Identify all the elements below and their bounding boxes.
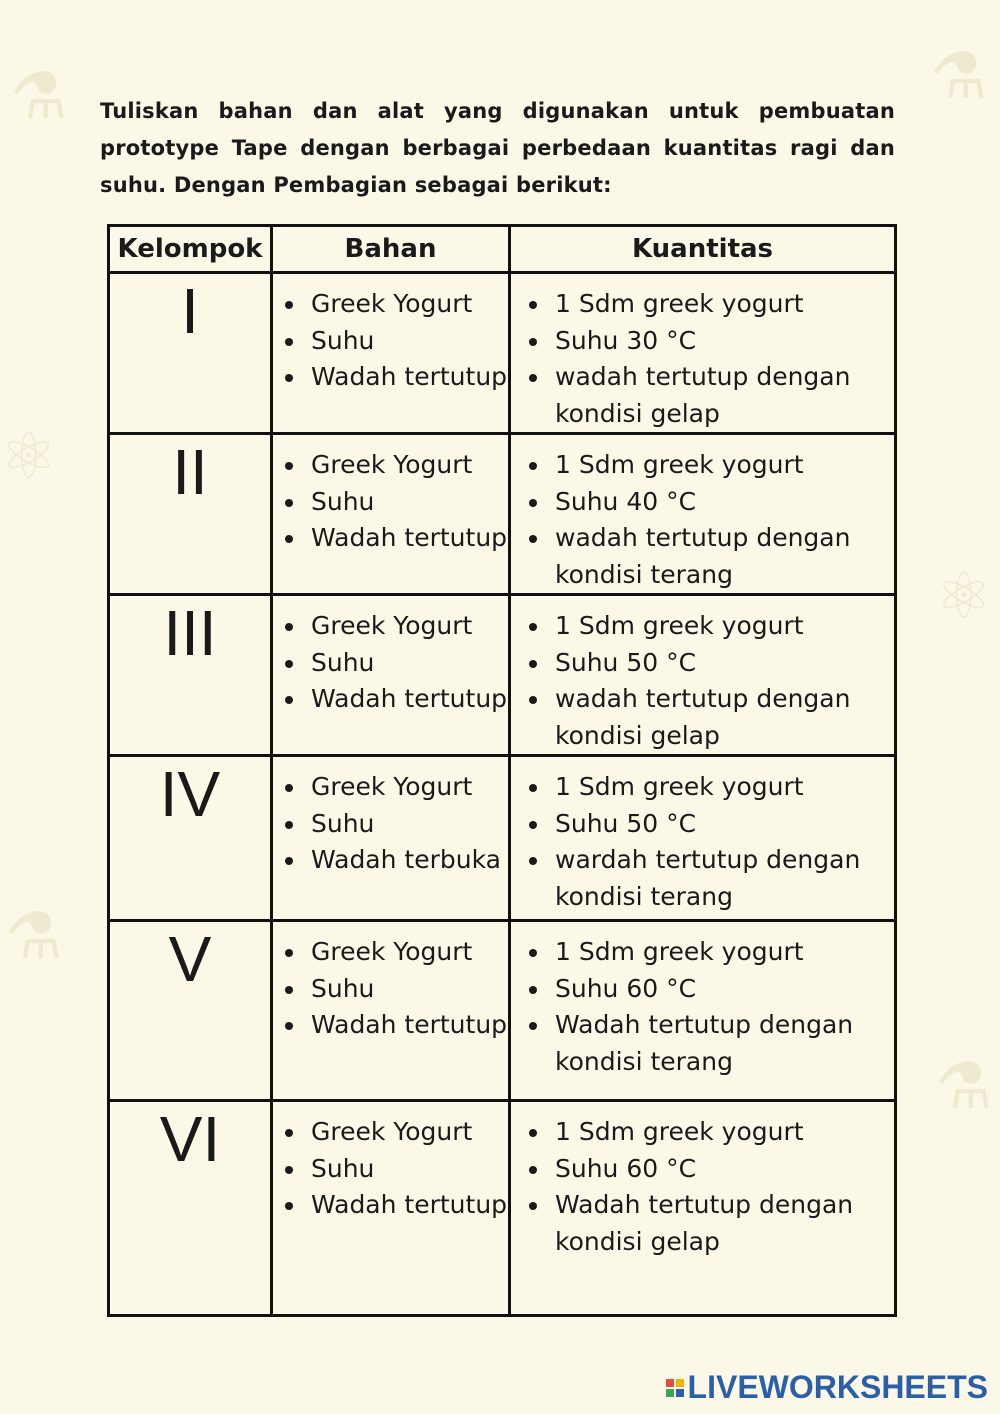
kelompok-cell: I [109,273,272,434]
bahan-list [273,1114,508,1224]
bahan-list-item: • Suhu [307,484,508,521]
bahan-list [273,447,508,557]
header-bahan: Bahan [272,226,510,273]
liveworksheets-logo [666,1369,988,1406]
bahan-list-item: • Wadah terbuka [307,842,508,879]
kuantitas-cell [510,273,896,434]
table-row [109,595,896,756]
kuantitas-list-item: • wadah tertutup dengan kondisi gelap [551,359,886,432]
bahan-list-item: • Greek Yogurt [307,286,508,323]
bahan-list-item: • Suhu [307,971,508,1008]
kuantitas-list [511,1114,894,1260]
background-test-tube-icon: ⚗ [5,900,63,974]
bahan-cell [272,434,510,595]
bahan-list [273,769,508,879]
bahan-list-item: • Wadah tertutup [307,1187,508,1224]
header-kelompok: Kelompok [109,226,272,273]
bahan-list-item: • Greek Yogurt [307,447,508,484]
kuantitas-list-item: • 1 Sdm greek yogurt [551,934,886,971]
bahan-list-item: • Wadah tertutup [307,359,508,396]
kuantitas-list-item: • wadah tertutup dengan kondisi gelap [551,681,886,754]
kuantitas-list [511,608,894,754]
kelompok-cell: IV [109,756,272,921]
logo-square [676,1389,684,1397]
worksheet-table [107,224,897,1317]
logo-square [676,1379,684,1387]
kuantitas-list-item: • Suhu 40 °C [551,484,886,521]
bahan-cell [272,756,510,921]
instruction-text: Tuliskan bahan dan alat yang digunakan untuk pembuatan prototype Tape dengan berbagai perbedaan kuantitas ragi dan suhu. Dengan Pembagian sebagai berikut: [100,99,895,197]
kuantitas-list [511,769,894,915]
bahan-list [273,608,508,718]
kuantitas-cell [510,595,896,756]
bahan-list-item: • Suhu [307,1151,508,1188]
bahan-list-item: • Suhu [307,323,508,360]
background-dna-icon: ⚛ [0,420,58,494]
brand-name: LIVEWORKSHEETS [687,1369,988,1405]
bahan-list [273,934,508,1044]
bahan-list-item: • Greek Yogurt [307,1114,508,1151]
kuantitas-list-item: • Wadah tertutup dengan kondisi gelap [551,1187,886,1260]
kuantitas-cell [510,1101,896,1316]
table-row [109,1101,896,1316]
bahan-list-item: • Greek Yogurt [307,934,508,971]
table-header-row [109,226,896,273]
bahan-cell [272,921,510,1101]
header-kuantitas: Kuantitas [510,226,896,273]
table-body [109,273,896,1316]
bahan-cell [272,1101,510,1316]
liveworksheets-logo-mark [666,1379,684,1397]
kuantitas-list-item: • 1 Sdm greek yogurt [551,608,886,645]
table-row [109,434,896,595]
kelompok-cell: V [109,921,272,1101]
kelompok-cell: II [109,434,272,595]
kelompok-cell: III [109,595,272,756]
kuantitas-list-item: • 1 Sdm greek yogurt [551,286,886,323]
bahan-list-item: • Greek Yogurt [307,769,508,806]
table-row [109,756,896,921]
bahan-cell [272,595,510,756]
kuantitas-list [511,447,894,593]
kuantitas-cell [510,921,896,1101]
bahan-list-item: • Wadah tertutup [307,681,508,718]
logo-square [666,1379,674,1387]
kuantitas-list-item: • Suhu 30 °C [551,323,886,360]
table-row [109,273,896,434]
bahan-list-item: • Greek Yogurt [307,608,508,645]
kuantitas-list [511,934,894,1080]
kuantitas-list-item: • Suhu 50 °C [551,806,886,843]
background-test-tube-icon: ⚗ [935,1050,993,1124]
bahan-list-item: • Wadah tertutup [307,1007,508,1044]
bahan-list [273,286,508,396]
kuantitas-list-item: • Suhu 60 °C [551,971,886,1008]
bahan-list-item: • Suhu [307,645,508,682]
kuantitas-list-item: • Suhu 60 °C [551,1151,886,1188]
kuantitas-list-item: • 1 Sdm greek yogurt [551,769,886,806]
kuantitas-list-item: • 1 Sdm greek yogurt [551,447,886,484]
kuantitas-list-item: • 1 Sdm greek yogurt [551,1114,886,1151]
background-dna-icon: ⚛ [935,560,993,634]
bahan-list-item: • Suhu [307,806,508,843]
kuantitas-list-item: • Suhu 50 °C [551,645,886,682]
kuantitas-cell [510,756,896,921]
background-test-tube-icon: ⚗ [930,40,988,114]
background-test-tube-icon: ⚗ [10,60,68,134]
kuantitas-cell [510,434,896,595]
kuantitas-list-item: • wardah tertutup dengan kondisi terang [551,842,886,915]
kuantitas-list-item: • Wadah tertutup dengan kondisi terang [551,1007,886,1080]
kuantitas-list-item: • wadah tertutup dengan kondisi terang [551,520,886,593]
kuantitas-list [511,286,894,432]
kelompok-cell: VI [109,1101,272,1316]
bahan-list-item: • Wadah tertutup [307,520,508,557]
logo-square [666,1389,674,1397]
table-row [109,921,896,1101]
bahan-cell [272,273,510,434]
